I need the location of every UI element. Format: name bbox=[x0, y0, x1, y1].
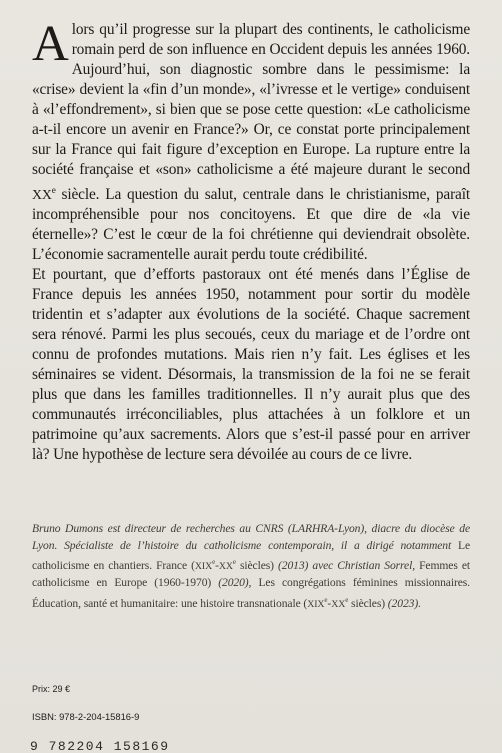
barcode bbox=[30, 737, 220, 753]
blurb bbox=[32, 16, 470, 465]
blurb-paragraph-1: Alors qu’il progresse sur la plupart des continents, le catholicisme romain perd de son influence en Occident depuis les années 1960. Aujourd’hui, son diagnostic sombre dans le pessimisme: la «crise» devient la «fin d’un monde», «l’ivresse et le vertige» conduisent à «l’effondrement», si bien que se pose cette question: «Le catholicisme a-t-il encore un avenir en France?» Or, ce constat porte principalement sur la France qui fait figure d’exception en Europe. La rupture entre la société française et «son» catholicisme a été majeure durant le second XXe siècle. La question du salut, centrale dans le christianisme, paraît incompréhensible pour nos concitoyens. Et que dire de «la vie éternelle»? C’est le cœur de la foi chrétienne qui deviendrait obsolète. L’économie sacramentelle aurait perdu toute crédibilité. bbox=[32, 16, 470, 264]
blurb-paragraph-2: Et pourtant, que d’efforts pastoraux ont été menés dans l’Église de France depuis les années 1950, notamment pour sortir du modèle tridentin et s’adapter aux évolutions de la société. Chaque sacrement sera rénové. Parmi les plus secoués, ceux du mariage et de l’ordre ont connu de profondes mutations. Mais rien n’y fait. Les églises et les séminaires se vident. Désormais, la transmission de la foi ne se ferait plus que dans les familles traditionnelles. Il n’y aurait plus que des communautés irréconciliables, plus attachées à un folklore et un patrimoine qu’aux sacrements. Alors que s’est-il passé pour en arriver là? Une hypothèse de lecture sera dévoilée au cours de ce livre. bbox=[32, 266, 470, 464]
barcode-digits: 9 782204 158169 bbox=[30, 739, 170, 753]
author-bio: Bruno Dumons est directeur de recherches au CNRS (LARHRA-Lyon), diacre du diocèse de Lyon. Spécialiste de l’histoire du catholicisme contemporain, il a dirigé notamment Le catholicisme en chantiers. France (XIXe-XXe siècles) (2013) avec Christian Sorrel, Femmes et catholicisme en Europe (1960-1970) (2020), Les congrégations féminines missionnaires. Éducation, santé et humanitaire: une histoire transnationale (XIXe-XXe siècles) (2023). bbox=[32, 522, 471, 610]
isbn-label: ISBN: 978-2-204-15816-9 bbox=[32, 711, 140, 722]
price-label: Prix: 29 € bbox=[32, 684, 71, 694]
dropcap: A bbox=[32, 16, 69, 72]
